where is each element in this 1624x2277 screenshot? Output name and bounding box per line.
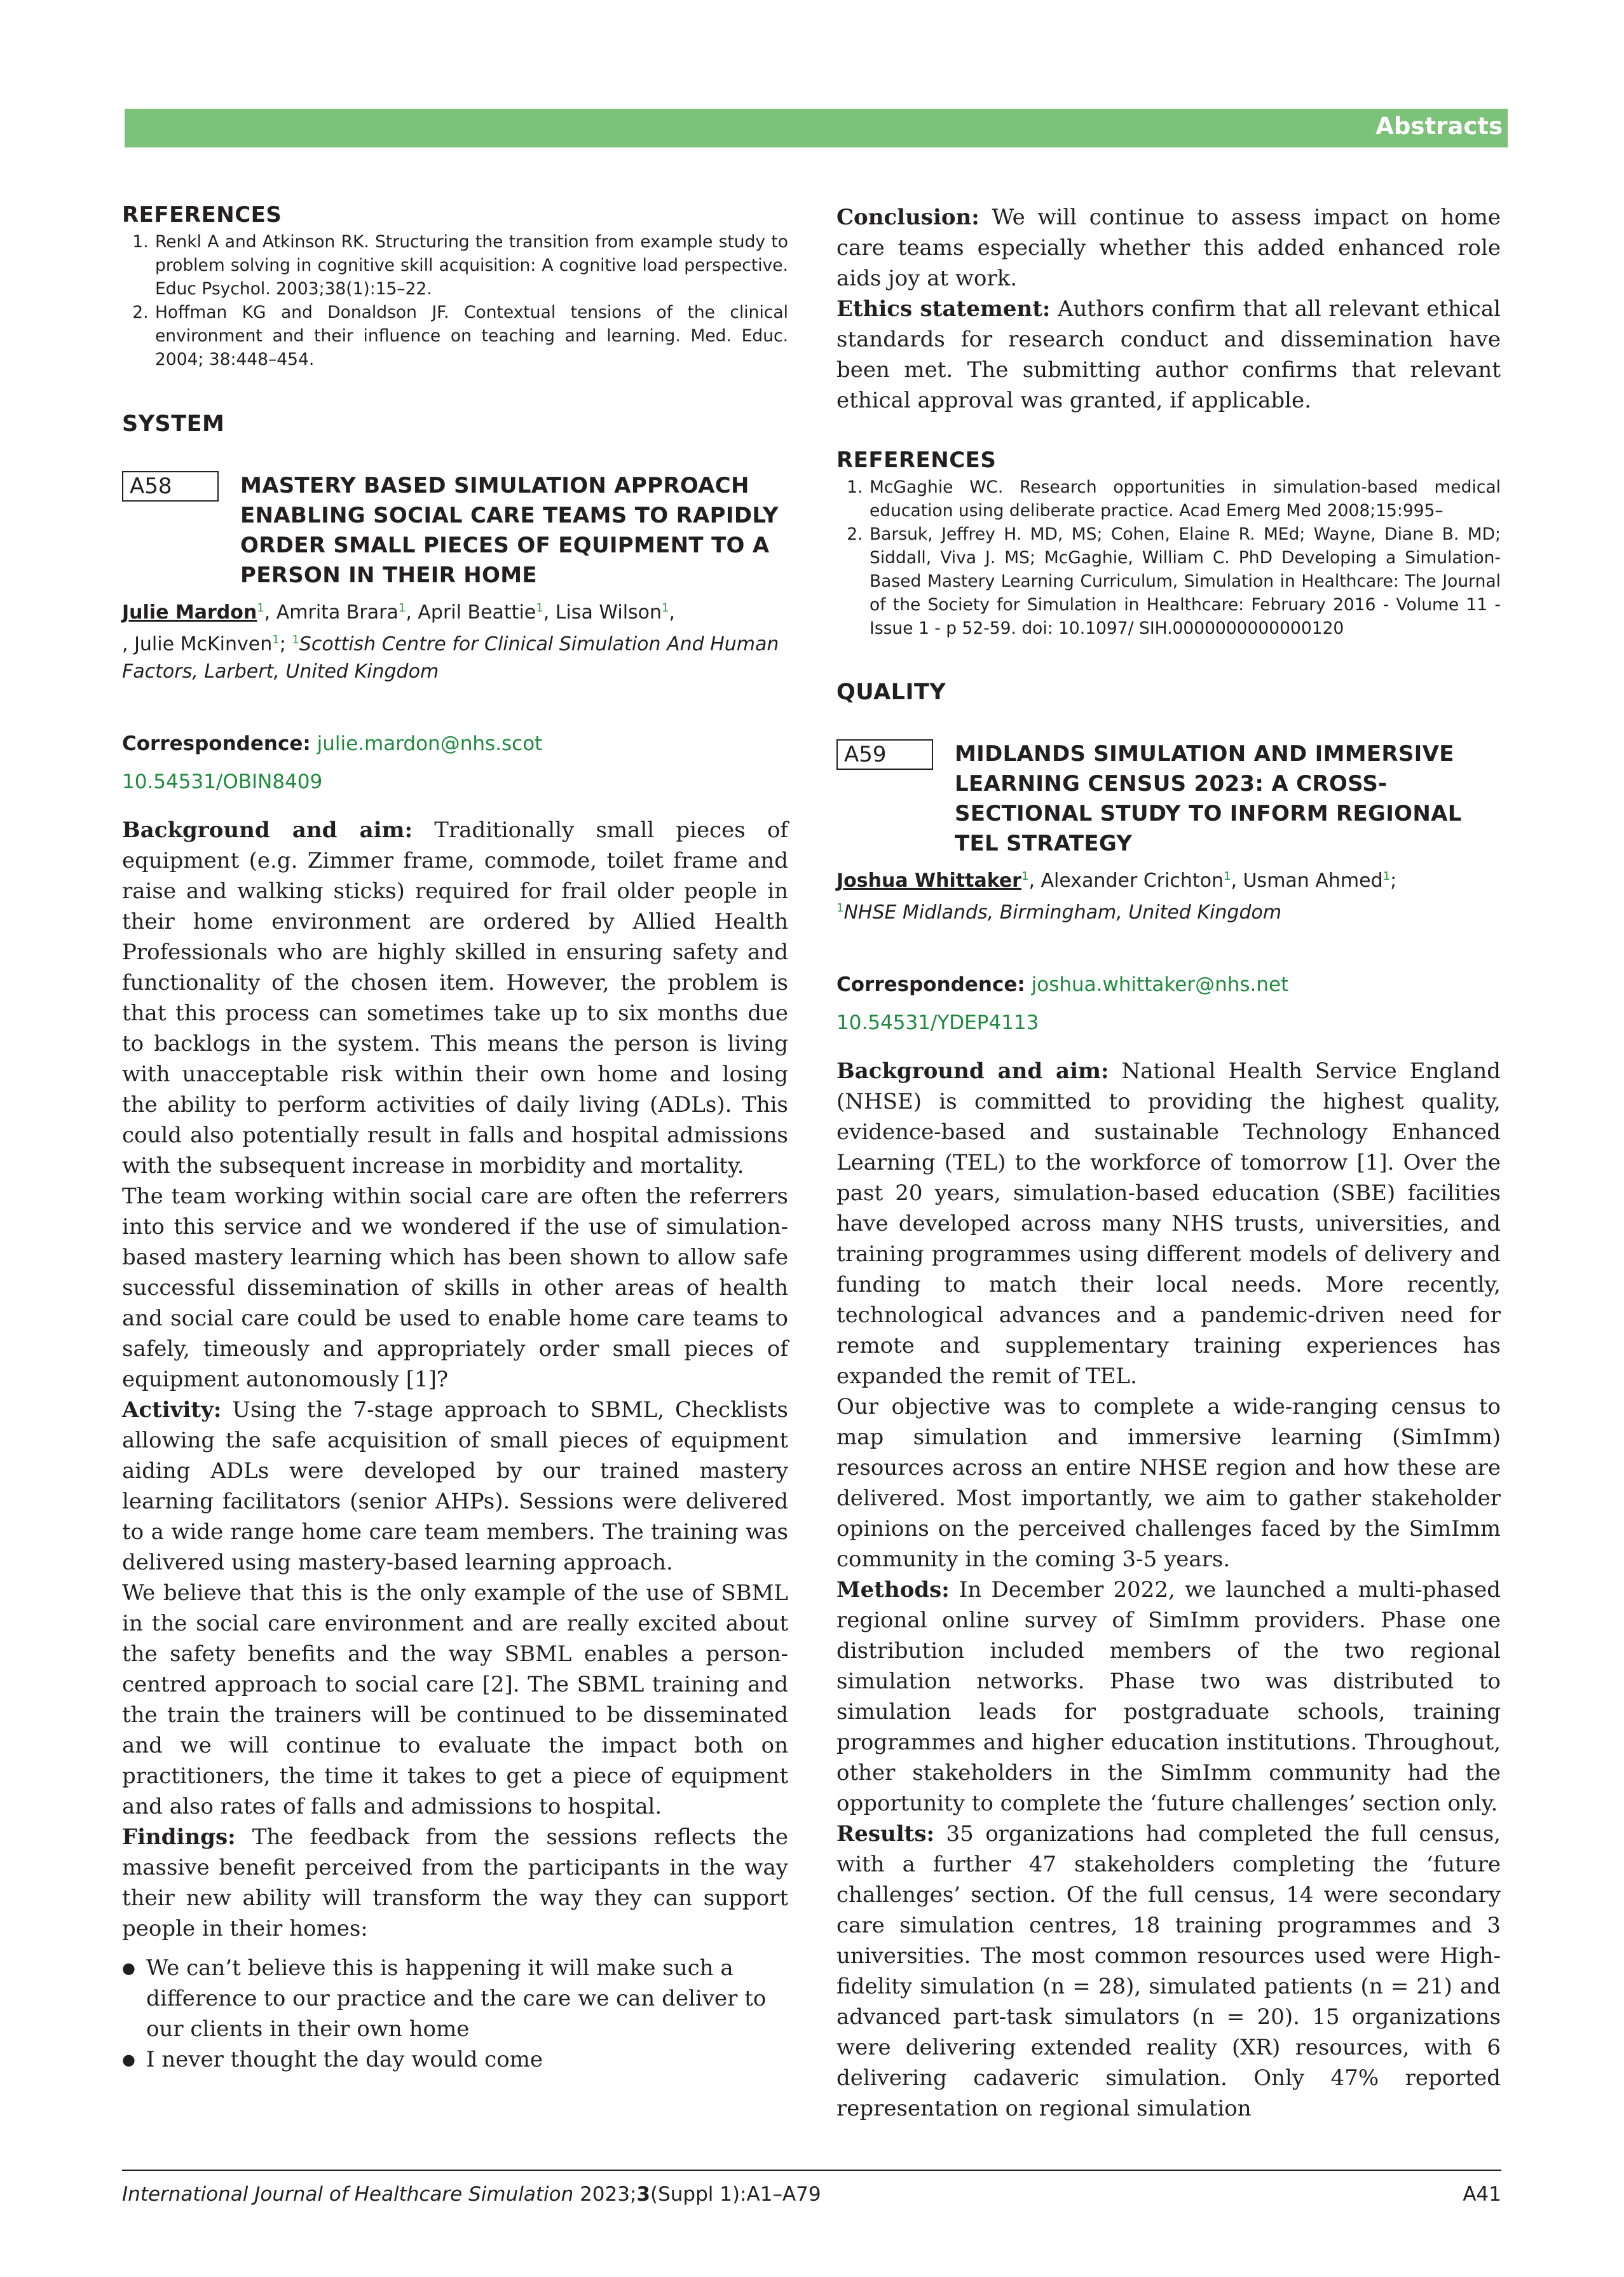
correspondence (836, 971, 1501, 999)
reference-item: 2. Barsuk, Jeffrey H. MD, MS; Cohen, Elaine R. MEd; Wayne, Diane B. MD; Siddall, Viva J. MS; McGaghie, William C. PhD Developing a Simulation-Based Mastery Learning Curriculum, Simulation in Healthcare: The Journal of the Society for Simulation in Healthcare: February 2016 - Volume 11 - Issue 1 - p 52-59. doi: 10.1097/ SIH.0000000000000120 (868, 523, 1501, 640)
affiliation: NHSE Midlands, Birmingham, United Kingdom (843, 901, 1282, 924)
doi-link[interactable]: 10.54531/YDEP4113 (836, 1011, 1039, 1034)
presenting-author[interactable]: Joshua Whittaker (836, 870, 1021, 892)
section-banner (125, 109, 1508, 147)
left-column (122, 202, 788, 2075)
author: , Julie McKinven (122, 633, 273, 655)
quote-list (122, 1953, 788, 2075)
correspondence (122, 730, 788, 758)
author: , Lisa Wilson (543, 601, 662, 624)
section-label: Abstracts (1375, 113, 1503, 140)
section-heading: SYSTEM (122, 411, 225, 437)
correspondence-email-link[interactable]: joshua.whittaker@nhs.net (1031, 973, 1289, 996)
author: , Usman Ahmed (1231, 870, 1383, 892)
abstract-header (836, 739, 1501, 859)
conclusion-block (836, 202, 1501, 416)
author-list: Joshua Whittaker$^1$, Alexander Crichton$^1$, Usman Ahmed$^1$; $^1$NHSE Midlands, Birmingham, United Kingdom (836, 870, 1397, 924)
author: , Amrita Brara (264, 601, 399, 624)
abstract-title: MIDLANDS SIMULATION AND IMMERSIVE LEARNING CENSUS 2023: A CROSS-SECTIONAL STUDY TO INFORM REGIONAL TEL STRATEGY (955, 741, 1462, 856)
references-heading: REFERENCES (122, 202, 282, 228)
affiliation: Scottish Centre for Clinical Simulation And Human Factors, Larbert, United Kingdom (122, 633, 779, 683)
abstract-header (122, 471, 788, 591)
author: , Alexander Crichton (1028, 870, 1224, 892)
footer-divider (122, 2170, 1501, 2171)
page-number: A41 (1463, 2183, 1501, 2206)
correspondence-label: Correspondence: (122, 732, 311, 755)
quote-item: ● We can’t believe this is happening it will make such a difference to our practice and the care we can deliver to our clients in their own home (146, 1953, 788, 2044)
paragraph: Activity: Using the 7-stage approach to SBML, Checklists allowing the safe acquisition of small pieces of equipment aiding ADLs were developed by our trained mastery learning facilitators (senior AHPs). Sessions were delivered to a wide range home care team members. The training was delivered using mastery-based learning approach. (122, 1397, 788, 1575)
paragraph: Background and aim: National Health Service England (NHSE) is committed to providing the highest quality, evidence-based and sustainable Technology Enhanced Learning (TEL) to the workforce of tomorrow [1]. Over the past 20 years, simulation-based education (SBE) facilities have developed across many NHS trusts, universities, and training programmes using different models of delivery and funding to match their local needs. More recently, technological advances and a pandemic-driven need for remote and supplementary training experiences has expanded the remit of TEL. (836, 1058, 1501, 1389)
journal-citation: International Journal of Healthcare Simulation 2023;3(Suppl 1):A1–A79 (122, 2183, 821, 2206)
doi-link[interactable]: 10.54531/OBIN8409 (122, 770, 323, 793)
paragraph: Methods: In December 2022, we launched a multi-phased regional online survey of SimImm providers. Phase one distribution included members of the two regional simulation networks. Phase two was distributed to simulation leads for postgraduate schools, training programmes and higher education institutions. Throughout, other stakeholders in the SimImm community had the opportunity to complete the ‘future challenges’ section only. (836, 1577, 1501, 1816)
abstract-title: MASTERY BASED SIMULATION APPROACH ENABLING SOCIAL CARE TEAMS TO RAPIDLY ORDER SMALL PIECES OF EQUIPMENT TO A PERSON IN THEIR HOME (240, 473, 779, 588)
reference-item: 2. Hoffman KG and Donaldson JF. Contextual tensions of the clinical environment and their influence on teaching and learning. Med. Educ. 2004; 38:448–454. (154, 301, 788, 371)
paragraph: Findings: The feedback from the sessions reflects the massive benefit perceived from the participants in the way their new ability will transform the way they can support people in their homes: (122, 1824, 788, 1941)
references-heading: REFERENCES (836, 448, 997, 473)
abstract-id: A58 (122, 471, 219, 502)
paragraph: Our objective was to complete a wide-ranging census to map simulation and immersive learning (SimImm) resources across an entire NHSE region and how these are delivered. Most importantly, we aim to gather stakeholder opinions on the perceived challenges faced by the SimImm community in the coming 3-5 years. (836, 1394, 1501, 1572)
author-list: Julie Mardon$^1$, Amrita Brara$^1$, April Beattie$^1$, Lisa Wilson$^1$, , Julie McKinven$^1$; $^1$Scottish Centre for Clinical Simulation And Human Factors, Larbert, United Kingdom (122, 601, 779, 683)
paragraph: Ethics statement: Authors confirm that all relevant ethical standards for research conduct and dissemination have been met. The submitting author confirms that relevant ethical approval was granted, if applicable. (836, 296, 1501, 413)
author: , April Beattie (406, 601, 536, 624)
paragraph: The team working within social care are often the referrers into this service and we wondered if the use of simulation-based mastery learning which has been shown to allow safe successful dissemination of skills in other areas of health and social care could be used to enable home care teams to safely, timeously and appropriately order small pieces of equipment autonomously [1]? (122, 1184, 788, 1392)
quote-item: ● I never thought the day would come (146, 2044, 788, 2075)
paragraph: Results: 35 organizations had completed the full census, with a further 47 stakeholders completing the ‘future challenges’ section. Of the full census, 14 were secondary care simulation centres, 18 training programmes and 3 universities. The most common resources used were High-fidelity simulation (n = 28), simulated patients (n = 21) and advanced part-task simulators (n = 20). 15 organizations were delivering extended reality (XR) resources, with 6 delivering cadaveric simulation. Only 47% reported representation on regional simulation (836, 1821, 1501, 2121)
correspondence-email-link[interactable]: julie.mardon@nhs.scot (317, 732, 543, 755)
journal-name: International Journal of Healthcare Simulation (122, 2183, 574, 2206)
section-heading: QUALITY (836, 680, 946, 705)
abstract-body (836, 1056, 1501, 2124)
right-column (836, 202, 1501, 2124)
abstract-id: A59 (836, 739, 933, 770)
paragraph: Conclusion: We will continue to assess impact on home care teams especially whether this added enhanced role aids joy at work. (836, 205, 1501, 291)
reference-item: 1. Renkl A and Atkinson RK. Structuring the transition from example study to problem solving in cognitive skill acquisition: A cognitive load perspective. Educ Psychol. 2003;38(1):15–22. (154, 230, 788, 301)
references-list (122, 230, 788, 371)
references-list (836, 475, 1501, 640)
paragraph: Background and aim: Traditionally small pieces of equipment (e.g. Zimmer frame, commode, toilet frame and raise and walking sticks) required for frail older people in their home environment are ordered by Allied Health Professionals who are highly skilled in ensuring safety and functionality of the chosen item. However, the problem is that this process can sometimes take up to six months due to backlogs in the system. This means the person is living with unacceptable risk within their own home and losing the ability to perform activities of daily living (ADLs). This could also potentially result in falls and hospital admissions with the subsequent increase in morbidity and mortality. (122, 817, 788, 1179)
reference-item: 1. McGaghie WC. Research opportunities in simulation-based medical education using deliberate practice. Acad Emerg Med 2008;15:995– (868, 475, 1501, 523)
abstract-body (122, 815, 788, 1944)
presenting-author[interactable]: Julie Mardon (122, 601, 257, 624)
paragraph: We believe that this is the only example of the use of SBML in the social care environment and are really excited about the safety benefits and the way SBML enables a person-centred approach to social care [2]. The SBML training and the train the trainers will be continued to be disseminated and we will continue to evaluate the impact both on practitioners, the time it takes to get a piece of equipment and also rates of falls and admissions to hospital. (122, 1580, 788, 1819)
correspondence-label: Correspondence: (836, 973, 1025, 996)
